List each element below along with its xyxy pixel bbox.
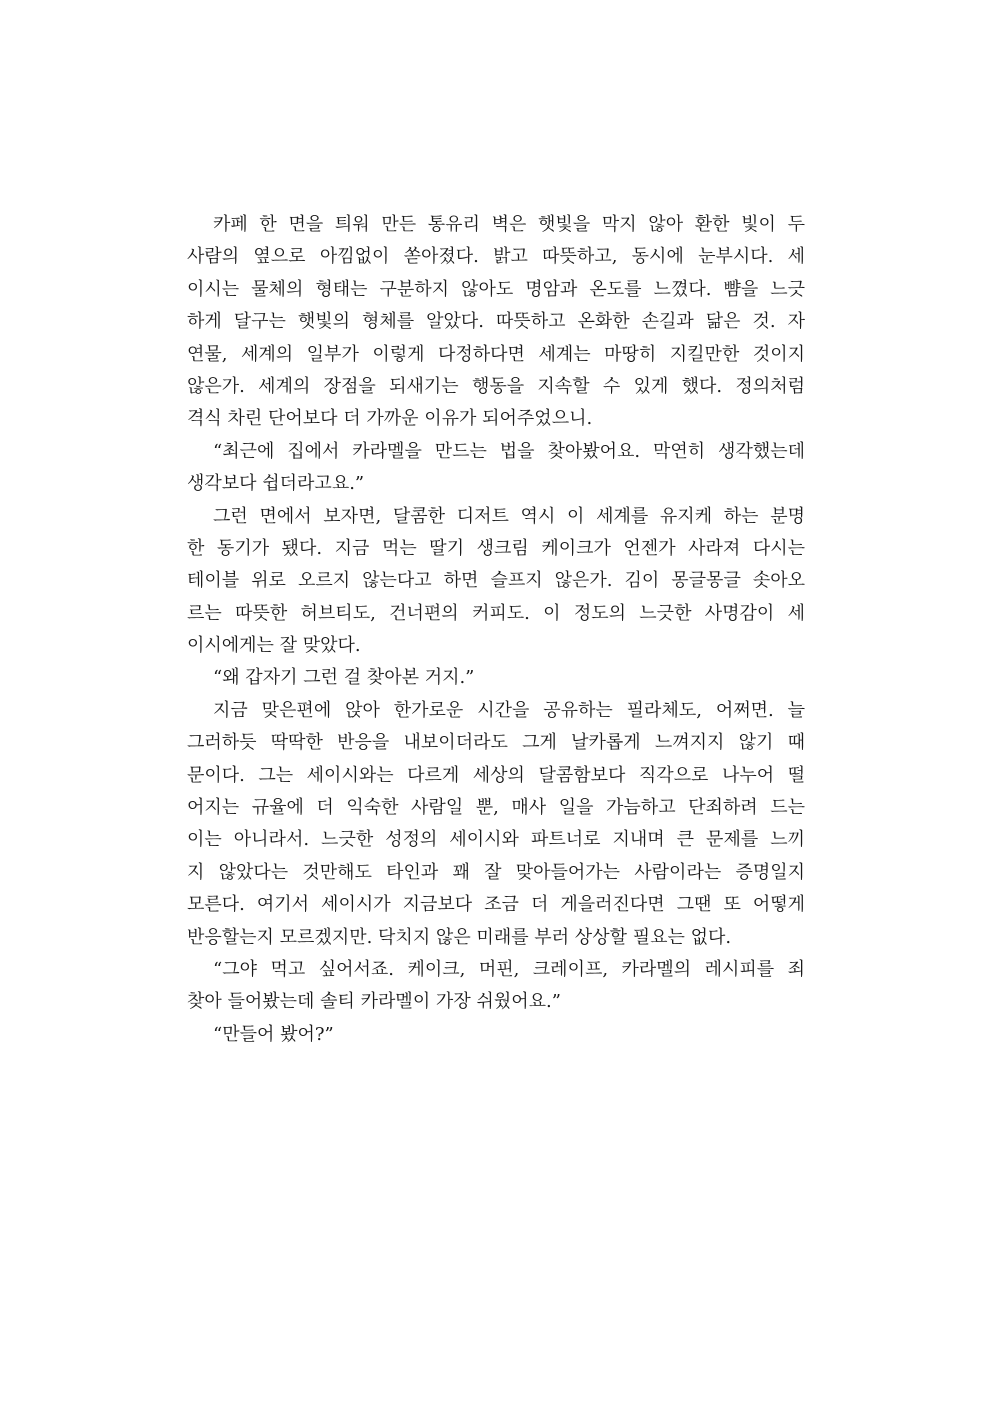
text-line: “왜 갑자기 그런 걸 찾아본 거지.” [213, 667, 475, 689]
paragraph [187, 209, 805, 436]
text-line: 문이다. 그는 세이시와는 다르게 세상의 달콤함보다 직각으로 나누어 떨 [187, 764, 805, 786]
text-line: 이시는 물체의 형태는 구분하지 않아도 명암과 온도를 느꼈다. 뺨을 느긋 [187, 278, 805, 300]
text-line: 테이블 위로 오르지 않는다고 하면 슬프지 않은가. 김이 몽글몽글 솟아오 [187, 570, 805, 592]
paragraph [187, 954, 805, 1019]
text-line: 반응할는지 모르겠지만. 닥치지 않은 미래를 부러 상상할 필요는 없다. [187, 926, 732, 948]
text-line: 격식 차린 단어보다 더 가까운 이유가 되어주었으니. [187, 408, 593, 430]
body-text [187, 209, 805, 1051]
text-line: 그런 면에서 보자면, 달콤한 디저트 역시 이 세계를 유지케 하는 분명 [213, 505, 805, 527]
paragraph [187, 501, 805, 663]
text-line: 이는 아니라서. 느긋한 성정의 세이시와 파트너로 지내며 큰 문제를 느끼 [187, 829, 805, 851]
text-line: “만들어 봤어?” [213, 1023, 334, 1045]
paragraph [187, 662, 805, 694]
text-line: 한 동기가 됐다. 지금 먹는 딸기 생크림 케이크가 언젠가 사라져 다시는 [187, 537, 805, 559]
paragraph [187, 1019, 805, 1051]
text-line: 찾아 들어봤는데 솔티 카라멜이 가장 쉬웠어요.” [187, 991, 561, 1013]
text-line: 연물, 세계의 일부가 이렇게 다정하다면 세계는 마땅히 지킬만한 것이지 [187, 343, 805, 365]
text-line: 지금 맞은편에 앉아 한가로운 시간을 공유하는 필라체도, 어쩌면. 늘 [213, 699, 805, 721]
text-line: 생각보다 쉽더라고요.” [187, 473, 365, 495]
text-line: 카페 한 면을 틔워 만든 통유리 벽은 햇빛을 막지 않아 환한 빛이 두 [213, 214, 805, 235]
text-line: 하게 달구는 햇빛의 형체를 알았다. 따뜻하고 온화한 손길과 닮은 것. 자 [187, 311, 805, 333]
text-line: 않은가. 세계의 장점을 되새기는 행동을 지속할 수 있게 했다. 정의처럼 [187, 375, 805, 397]
text-line: “최근에 집에서 카라멜을 만드는 법을 찾아봤어요. 막연히 생각했는데 [213, 440, 805, 462]
paragraph [187, 695, 805, 954]
text-line: “그야 먹고 싶어서죠. 케이크, 머핀, 크레이프, 카라멜의 레시피를 죄 [213, 958, 805, 980]
text-line: 어지는 규율에 더 익숙한 사람일 뿐, 매사 일을 가늠하고 단죄하려 드는 [187, 797, 805, 819]
paragraph [187, 436, 805, 501]
text-line: 사람의 옆으로 아낌없이 쏟아졌다. 밝고 따뜻하고, 동시에 눈부시다. 세 [187, 246, 805, 268]
text-line: 이시에게는 잘 맞았다. [187, 635, 361, 657]
text-line: 지 않았다는 것만해도 타인과 꽤 잘 맞아들어가는 사람이라는 증명일지 [187, 861, 805, 883]
text-line: 그러하듯 딱딱한 반응을 내보이더라도 그게 날카롭게 느껴지지 않기 때 [187, 732, 805, 754]
text-line: 모른다. 여기서 세이시가 지금보다 조금 더 게을러진다면 그땐 또 어떻게 [187, 894, 805, 916]
text-line: 르는 따뜻한 허브티도, 건너편의 커피도. 이 정도의 느긋한 사명감이 세 [187, 602, 805, 624]
